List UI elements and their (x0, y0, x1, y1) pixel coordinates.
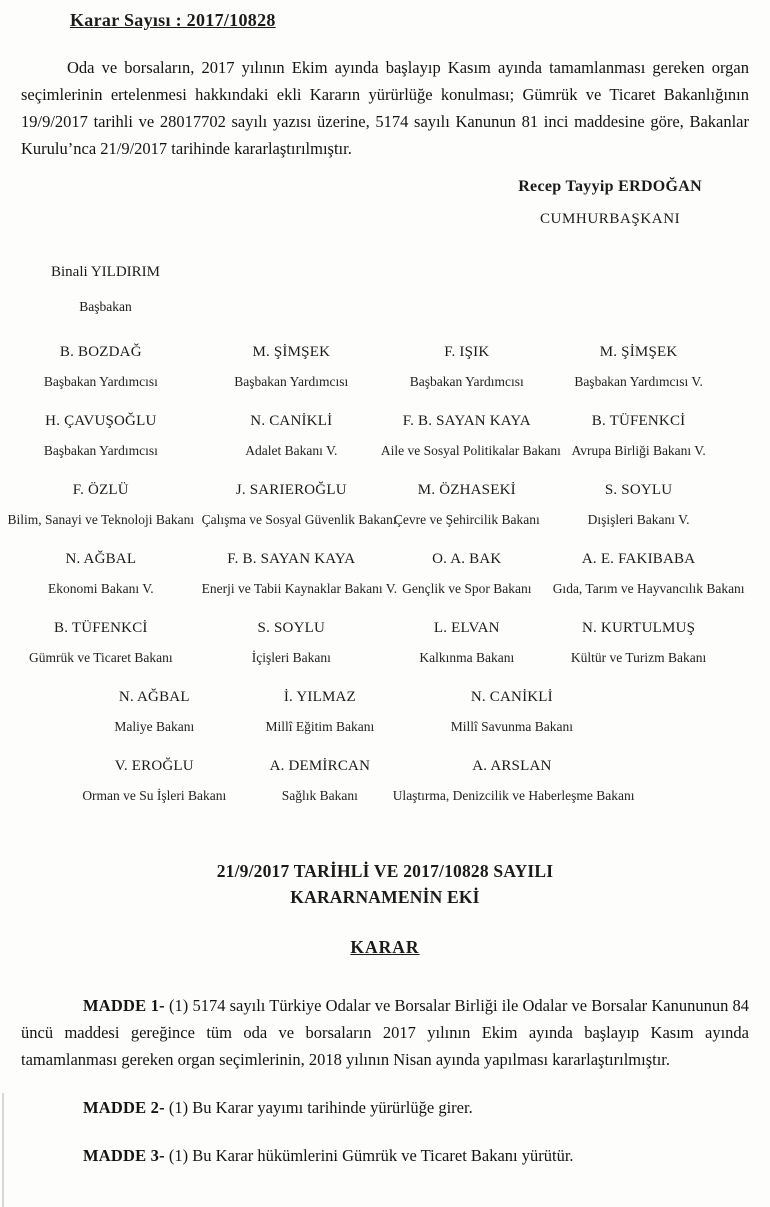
minister-name: S. SOYLU (604, 482, 673, 498)
minister-title: Gençlik ve Spor Bakanı (402, 581, 532, 596)
decree-preamble: Oda ve borsaların, 2017 yılının Ekim ayında başlayıp Kasım ayında tamamlanması gereken organ seçimlerinin ertelenmesi hakkındaki ekli Kararın yürürlüğe konulması; Gümrük ve Ticaret Bakanlığının 19/9/2017 tarihli ve 28017702 sayılı yazısı üzerine, 5174 sayılı Kanunun 81 inci maddesine göre, Bakanlar Kurulu’nca 21/9/2017 tarihinde kararlaştırılmıştır. (21, 58, 749, 158)
decree-number-heading: Karar Sayısı : 2017/10828 (70, 10, 276, 30)
ministers-grid (0, 344, 770, 804)
minister-name: F. B. SAYAN KAYA (227, 551, 356, 567)
minister-name: N. AĞBAL (65, 551, 137, 567)
minister-name: N. CANİKLİ (470, 689, 553, 705)
minister-name: M. ŞİMŞEK (599, 344, 678, 360)
article-label: MADDE 2- (83, 1098, 165, 1117)
minister-cell (381, 482, 553, 528)
minister-title: Başbakan Yardımcısı (43, 443, 158, 458)
ministers-row (0, 482, 770, 528)
minister-name: İ. YILMAZ (283, 689, 356, 705)
minister-name: N. CANİKLİ (250, 413, 333, 429)
minister-title: Bilim, Sanayi ve Teknoloji Bakanı (7, 512, 195, 527)
ministers-row (0, 620, 770, 666)
minister-name: N. KURTULMUŞ (581, 620, 696, 636)
ministers-row (0, 758, 770, 804)
minister-title: Sağlık Bakanı (281, 788, 358, 803)
annex-heading (0, 858, 770, 910)
minister-name: O. A. BAK (432, 551, 502, 567)
minister-cell (0, 482, 202, 528)
minister-cell (201, 551, 398, 597)
article-text: (1) 5174 sayılı Türkiye Odalar ve Borsalar Birliği ile Odalar ve Borsalar Kanununun 84 üncü maddesi gereğince tüm oda ve borsaların 2017 yılının Ekim ayında başlayıp Kasım ayında tamamlanması gereken organ seçimlerinin, 2018 yılının Nisan ayında yapılması kararlaştırılmıştır. (21, 996, 750, 1069)
minister-cell (0, 620, 202, 666)
minister-name: N. AĞBAL (118, 689, 190, 705)
minister-cell (553, 413, 725, 459)
minister-title: Gıda, Tarım ve Hayvancılık Bakanı (552, 581, 745, 596)
minister-name: F. ÖZLÜ (72, 482, 129, 498)
minister-name: B. BOZDAĞ (59, 344, 142, 360)
minister-title: Çalışma ve Sosyal Güvenlik Bakanı (201, 512, 397, 527)
article-label: MADDE 3- (83, 1146, 165, 1165)
minister-cell (553, 344, 725, 390)
minister-title: İçişleri Bakanı (251, 650, 331, 665)
annex-heading-line2: KARARNAMENİN EKİ (290, 887, 480, 907)
minister-name: B. TÜFENKCİ (54, 620, 148, 636)
minister-cell (202, 620, 381, 666)
minister-name: J. SARIEROĞLU (235, 482, 347, 498)
annex-heading-line1: 21/9/2017 TARİHLİ VE 2017/10828 SAYILI (216, 861, 554, 881)
minister-title: Adalet Bakanı V. (245, 443, 338, 458)
minister-cell (202, 344, 381, 390)
minister-cell (0, 413, 202, 459)
minister-name: F. IŞIK (444, 344, 490, 360)
minister-title: Maliye Bakanı (114, 719, 195, 734)
minister-title: Millî Eğitim Bakanı (265, 719, 375, 734)
minister-title: Enerji ve Tabii Kaynaklar Bakanı V. (201, 581, 398, 596)
minister-title: Başbakan Yardımcısı (409, 374, 524, 389)
decision-title-text: KARAR (350, 937, 420, 957)
minister-title: Başbakan Yardımcısı (43, 374, 158, 389)
minister-title: Ulaştırma, Denizcilik ve Haberleşme Bakanı (392, 788, 635, 803)
president-signature (518, 178, 702, 228)
minister-title: Gümrük ve Ticaret Bakanı (29, 650, 173, 665)
prime-minister-signature (48, 264, 163, 315)
president-name: Recep Tayyip ERDOĞAN (518, 178, 702, 195)
prime-minister-title: Başbakan (79, 299, 132, 314)
minister-title: Aile ve Sosyal Politikalar Bakanı (380, 443, 561, 458)
president-signature-block (0, 178, 770, 228)
decision-title (0, 937, 770, 958)
minister-title: Kalkınma Bakanı (419, 650, 515, 665)
minister-title: Ekonomi Bakanı V. (48, 581, 154, 596)
article-text: (1) Bu Karar hükümlerini Gümrük ve Ticaret Bakanı yürütür. (164, 1146, 574, 1165)
minister-cell (381, 344, 553, 390)
scan-artifact-line (2, 1093, 4, 1207)
minister-title: Orman ve Su İşleri Bakanı (82, 788, 227, 803)
minister-cell (381, 551, 553, 597)
minister-name: A. E. FAKIBABA (581, 551, 696, 567)
minister-title: Kültür ve Turizm Bakanı (570, 650, 707, 665)
minister-cell (0, 344, 202, 390)
minister-cell (392, 758, 635, 804)
article-paragraph (21, 1142, 749, 1169)
minister-cell (202, 413, 381, 459)
article-paragraph (21, 1094, 749, 1121)
minister-name: A. ARSLAN (472, 758, 552, 774)
minister-cell (381, 620, 553, 666)
article-label: MADDE 1- (83, 996, 165, 1015)
articles-list (0, 992, 770, 1169)
minister-title: Çevre ve Şehircilik Bakanı (393, 512, 540, 527)
minister-cell (62, 689, 247, 735)
minister-cell (380, 413, 561, 459)
article-text: (1) Bu Karar yayımı tarihinde yürürlüğe girer. (164, 1098, 473, 1117)
ministers-row (0, 344, 770, 390)
minister-cell (552, 551, 745, 597)
ministers-row (0, 689, 770, 735)
minister-cell (247, 758, 393, 804)
minister-title: Başbakan Yardımcısı (234, 374, 349, 389)
article-paragraph (21, 992, 749, 1073)
minister-name: L. ELVAN (433, 620, 500, 636)
minister-cell (0, 551, 202, 597)
minister-name: S. SOYLU (257, 620, 325, 636)
ministers-row (0, 551, 770, 597)
minister-name: V. EROĞLU (114, 758, 194, 774)
minister-name: B. TÜFENKCİ (591, 413, 686, 429)
minister-cell (553, 482, 725, 528)
minister-cell (393, 689, 631, 735)
ministers-row (0, 413, 770, 459)
minister-name: A. DEMİRCAN (269, 758, 371, 774)
minister-title: Avrupa Birliği Bakanı V. (571, 443, 706, 458)
minister-title: Millî Savunma Bakanı (450, 719, 573, 734)
minister-cell (201, 482, 397, 528)
minister-name: H. ÇAVUŞOĞLU (45, 413, 157, 429)
president-title: CUMHURBAŞKANI (539, 211, 681, 227)
minister-cell (247, 689, 393, 735)
minister-title: Dışişleri Bakanı V. (587, 512, 690, 527)
prime-minister-name: Binali YILDIRIM (50, 264, 160, 280)
minister-name: M. ÖZHASEKİ (417, 482, 516, 498)
minister-name: F. B. SAYAN KAYA (402, 413, 531, 429)
minister-cell (62, 758, 247, 804)
minister-cell (553, 620, 725, 666)
minister-name: M. ŞİMŞEK (252, 344, 331, 360)
minister-title: Başbakan Yardımcısı V. (574, 374, 703, 389)
